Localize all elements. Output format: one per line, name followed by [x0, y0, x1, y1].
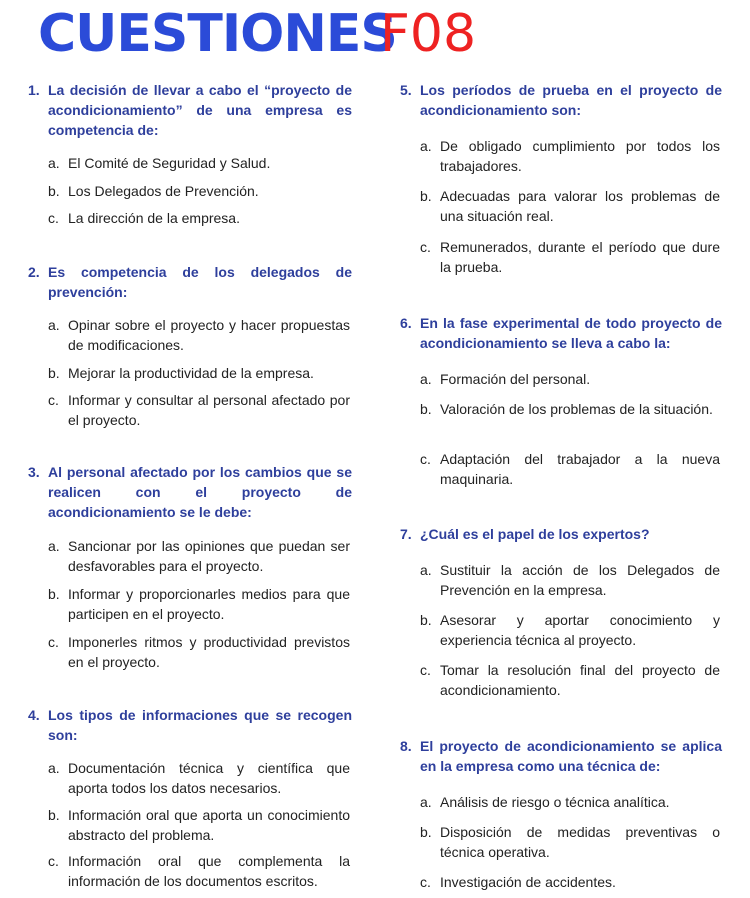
page-code: F08	[380, 4, 477, 64]
option-text: Investigación de accidentes.	[440, 874, 616, 890]
option-letter: c.	[48, 853, 59, 869]
question-number: 2.	[28, 264, 40, 280]
question-text: Los períodos de prueba en el proyecto de acondicionamiento son:	[420, 82, 722, 118]
option-text: Opinar sobre el proyecto y hacer propuestas de modificaciones.	[68, 317, 350, 353]
question-text: La decisión de llevar a cabo el “proyecto de acondicionamiento” de una empresa es competencia de:	[48, 82, 352, 138]
option-text: Imponerles ritmos y productividad previstos en el proyecto.	[68, 634, 350, 670]
option-text: Remunerados, durante el período que dure la prueba.	[440, 239, 720, 275]
question-number: 1.	[28, 82, 40, 98]
option-text: Documentación técnica y científica que aporta todos los datos necesarios.	[68, 760, 350, 796]
option-text: Adaptación del trabajador a la nueva maquinaria.	[440, 451, 720, 487]
option-text: El Comité de Seguridad y Salud.	[68, 155, 271, 171]
option-text: Formación del personal.	[440, 371, 591, 387]
option-letter: b.	[48, 183, 60, 199]
option-text: Tomar la resolución final del proyecto de acondicionamiento.	[440, 662, 720, 698]
option-letter: c.	[420, 451, 431, 467]
option-text: Análisis de riesgo o técnica analítica.	[440, 794, 670, 810]
option-text: Informar y proporcionarles medios para que participen en el proyecto.	[68, 586, 350, 622]
option-letter: c.	[420, 662, 431, 678]
option-letter: a.	[48, 317, 60, 333]
page-title: CUESTIONES	[38, 4, 397, 64]
option-text: Información oral que aporta un conocimiento abstracto del problema.	[68, 807, 350, 843]
option-letter: a.	[420, 562, 432, 578]
question-text: Es competencia de los delegados de prevención:	[48, 264, 352, 300]
option-letter: b.	[48, 365, 60, 381]
option-text: La dirección de la empresa.	[68, 210, 240, 226]
question-text: El proyecto de acondicionamiento se aplica en la empresa como una técnica de:	[420, 738, 722, 774]
option-text: Asesorar y aportar conocimiento y experiencia técnica al proyecto.	[440, 612, 720, 648]
question-text: En la fase experimental de todo proyecto de acondicionamiento se lleva a cabo la:	[420, 315, 722, 351]
question-number: 7.	[400, 526, 412, 542]
option-letter: b.	[420, 612, 432, 628]
option-text: Sustituir la acción de los Delegados de Prevención en la empresa.	[440, 562, 720, 598]
option-letter: c.	[48, 392, 59, 408]
option-letter: c.	[420, 874, 431, 890]
question-number: 3.	[28, 464, 40, 480]
option-letter: c.	[420, 239, 431, 255]
option-text: Información oral que complementa la información de los documentos escritos.	[68, 853, 350, 889]
option-letter: a.	[48, 760, 60, 776]
question-text: Al personal afectado por los cambios que se realicen con el proyecto de acondicionamiento se le debe:	[48, 464, 352, 520]
option-letter: c.	[48, 634, 59, 650]
question-number: 5.	[400, 82, 412, 98]
option-letter: b.	[420, 188, 432, 204]
option-text: Valoración de los problemas de la situación.	[440, 401, 713, 417]
option-letter: c.	[48, 210, 59, 226]
option-text: Mejorar la productividad de la empresa.	[68, 365, 314, 381]
option-letter: a.	[420, 794, 432, 810]
page-header	[0, 0, 750, 72]
option-text: De obligado cumplimiento por todos los trabajadores.	[440, 138, 720, 174]
option-letter: b.	[420, 401, 432, 417]
question-number: 8.	[400, 738, 412, 754]
option-letter: b.	[48, 807, 60, 823]
question-number: 4.	[28, 707, 40, 723]
option-letter: b.	[420, 824, 432, 840]
option-text: Sancionar por las opiniones que puedan ser desfavorables para el proyecto.	[68, 538, 350, 574]
option-letter: a.	[420, 371, 432, 387]
question-text: Los tipos de informaciones que se recogen son:	[48, 707, 352, 743]
option-text: Informar y consultar al personal afectado por el proyecto.	[68, 392, 350, 428]
option-letter: a.	[420, 138, 432, 154]
option-letter: b.	[48, 586, 60, 602]
option-text: Disposición de medidas preventivas o técnica operativa.	[440, 824, 720, 860]
option-letter: a.	[48, 538, 60, 554]
option-text: Adecuadas para valorar los problemas de una situación real.	[440, 188, 720, 224]
question-text: ¿Cuál es el papel de los expertos?	[420, 526, 650, 542]
option-letter: a.	[48, 155, 60, 171]
option-text: Los Delegados de Prevención.	[68, 183, 259, 199]
question-number: 6.	[400, 315, 412, 331]
